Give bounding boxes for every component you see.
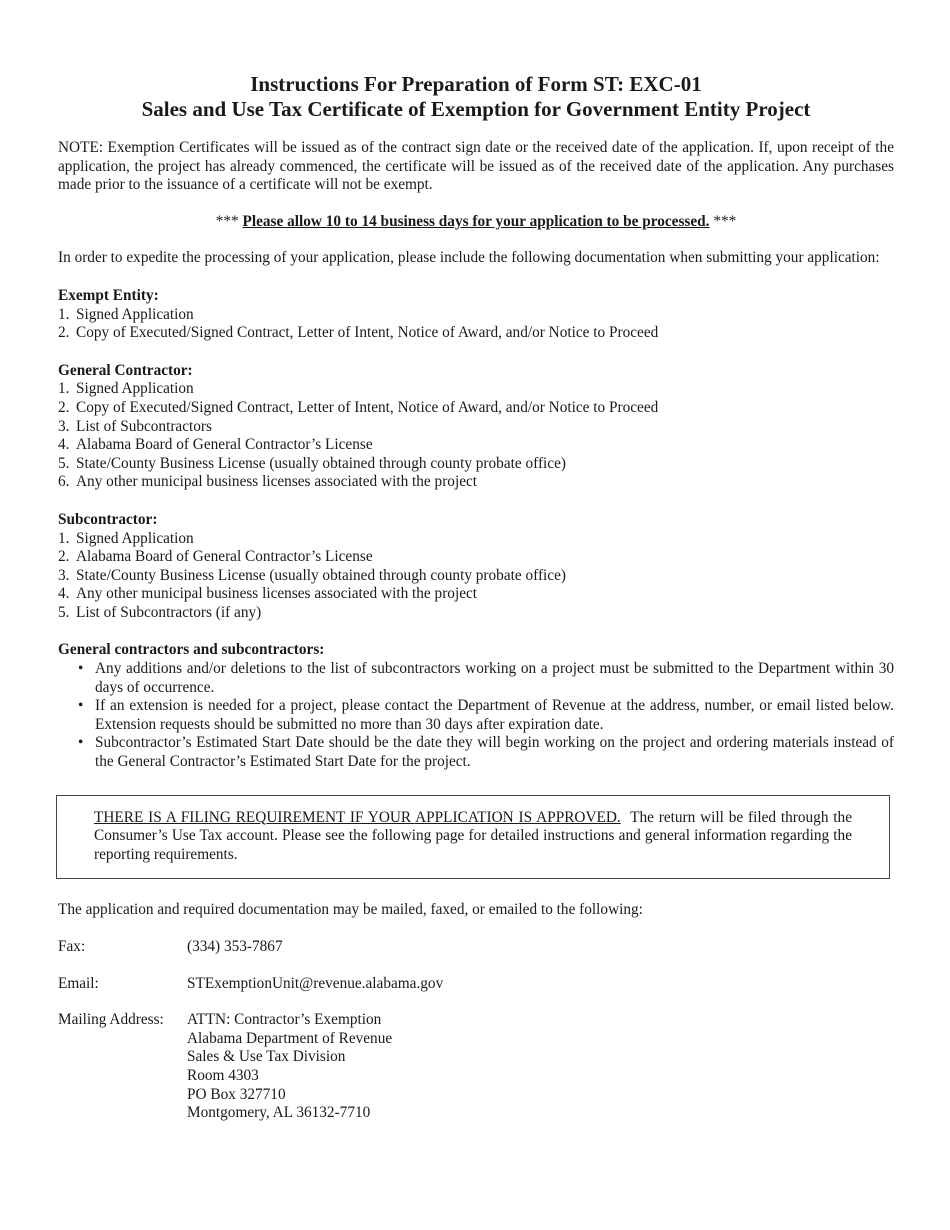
contractors-and-subcontractors-heading: General contractors and subcontractors:: [58, 641, 325, 659]
list-item: [58, 473, 894, 492]
item-text: State/County Business License (usually obtained through county probate office): [76, 454, 566, 472]
item-text: Copy of Executed/Signed Contract, Letter of Intent, Notice of Award, and/or Notice to Proceed: [76, 398, 659, 416]
list-item: [58, 585, 894, 604]
exempt-entity-section: [58, 287, 894, 343]
fax-value: (334) 353-7867: [187, 938, 283, 955]
item-number: 4.: [58, 436, 70, 454]
documentation-intro: In order to expedite the processing of your application, please include the following documentation when submitting your application:: [58, 249, 880, 267]
exemption-note: NOTE: Exemption Certificates will be issued as of the contract sign date or the received date of the application. If, upon receipt of the application, the project has already commenced, the certificate will be issued as of the received date of the application. Any purchases made prior to the issuance of a certificate will not be exempt.: [58, 139, 894, 194]
list-item: [58, 455, 894, 474]
email-row: [58, 975, 894, 994]
item-text: List of Subcontractors (if any): [76, 603, 262, 621]
address-line: Room 4303: [187, 1066, 259, 1084]
item-number: 6.: [58, 473, 70, 491]
exempt-entity-heading: Exempt Entity:: [58, 286, 159, 304]
address-line: Montgomery, AL 36132-7710: [187, 1104, 371, 1122]
fax-row: [58, 938, 894, 957]
item-text: Signed Application: [76, 380, 194, 398]
list-item: [58, 306, 894, 325]
subcontractor-heading: Subcontractor:: [58, 510, 158, 528]
email-label: Email:: [58, 974, 99, 992]
mailing-address: [187, 1011, 894, 1123]
list-item: [58, 324, 894, 343]
item-text: State/County Business License (usually obtained through county probate office): [76, 566, 566, 584]
email-value: STExemptionUnit@revenue.alabama.gov: [187, 974, 444, 992]
item-number: 3.: [58, 566, 70, 584]
item-text: Alabama Board of General Contractor’s License: [76, 436, 373, 454]
processing-time-notice: [58, 213, 894, 232]
address-line: Alabama Department of Revenue: [187, 1029, 393, 1047]
general-contractor-list: [58, 380, 894, 492]
item-text: List of Subcontractors: [76, 417, 212, 435]
exempt-entity-list: [58, 306, 894, 343]
general-contractor-section: [58, 362, 894, 492]
item-number: 3.: [58, 417, 70, 435]
fax-label: Fax:: [58, 938, 86, 955]
item-number: 1.: [58, 529, 70, 547]
list-item: [58, 418, 894, 437]
item-text: Signed Application: [76, 529, 194, 547]
contractors-and-subcontractors-section: [58, 641, 894, 771]
item-number: 5.: [58, 454, 70, 472]
item-number: 1.: [58, 305, 70, 323]
list-item: [58, 604, 894, 623]
bullet-item: • Subcontractor’s Estimated Start Date should be the date they will begin working on the project and ordering materials instead of the General Contractor’s Estimated Start Date for the project.: [95, 734, 894, 771]
list-item: [58, 530, 894, 549]
general-contractor-heading: General Contractor:: [58, 361, 193, 379]
filing-requirement-box: [56, 795, 890, 880]
instructions-page: [58, 72, 894, 1123]
contractors-bullet-list: [58, 660, 894, 772]
contact-intro: The application and required documentation may be mailed, faxed, or emailed to the following:: [58, 901, 643, 919]
bullet-item: • If an extension is needed for a project, please contact the Department of Revenue at the address, number, or email listed below. Extension requests should be submitted no more than 30 days after expiration date.: [95, 697, 894, 734]
list-item: [58, 548, 894, 567]
stars-right: ***: [713, 212, 737, 230]
item-text: Signed Application: [76, 305, 194, 323]
item-number: 5.: [58, 603, 70, 621]
list-item: [58, 567, 894, 586]
address-line: Sales & Use Tax Division: [187, 1048, 346, 1066]
subcontractor-list: [58, 530, 894, 623]
address-line: PO Box 327710: [187, 1085, 286, 1103]
item-text: Any other municipal business licenses associated with the project: [76, 585, 478, 603]
item-text: Any other municipal business licenses associated with the project: [76, 473, 478, 491]
item-text: Copy of Executed/Signed Contract, Letter of Intent, Notice of Award, and/or Notice to Proceed: [76, 324, 659, 342]
processing-time-message: Please allow 10 to 14 business days for your application to be processed.: [242, 212, 710, 230]
item-number: 2.: [58, 548, 70, 566]
list-item: [58, 436, 894, 455]
filing-details-text: The return will be filed through the Consumer’s Use Tax account. Please see the following page for detailed instructions and general information regarding the reporting requirements.: [94, 808, 852, 863]
mailing-address-label: Mailing Address:: [58, 1011, 164, 1029]
item-number: 2.: [58, 324, 70, 342]
page-title: [58, 72, 894, 122]
address-line: ATTN: Contractor’s Exemption: [187, 1011, 382, 1029]
filing-requirement-text: THERE IS A FILING REQUIREMENT IF YOUR APPLICATION IS APPROVED.: [94, 808, 621, 826]
title-line-1: Instructions For Preparation of Form ST: EXC-01: [250, 72, 702, 96]
list-item: [58, 380, 894, 399]
mailing-address-row: [58, 1011, 894, 1123]
subcontractor-section: [58, 511, 894, 623]
item-number: 1.: [58, 380, 70, 398]
stars-left: ***: [215, 212, 239, 230]
item-number: 4.: [58, 585, 70, 603]
item-text: Alabama Board of General Contractor’s License: [76, 548, 373, 566]
list-item: [58, 399, 894, 418]
title-line-2: Sales and Use Tax Certificate of Exemption for Government Entity Project: [141, 97, 811, 121]
item-number: 2.: [58, 398, 70, 416]
bullet-item: • Any additions and/or deletions to the list of subcontractors working on a project must be submitted to the Department within 30 days of occurrence.: [95, 660, 894, 697]
